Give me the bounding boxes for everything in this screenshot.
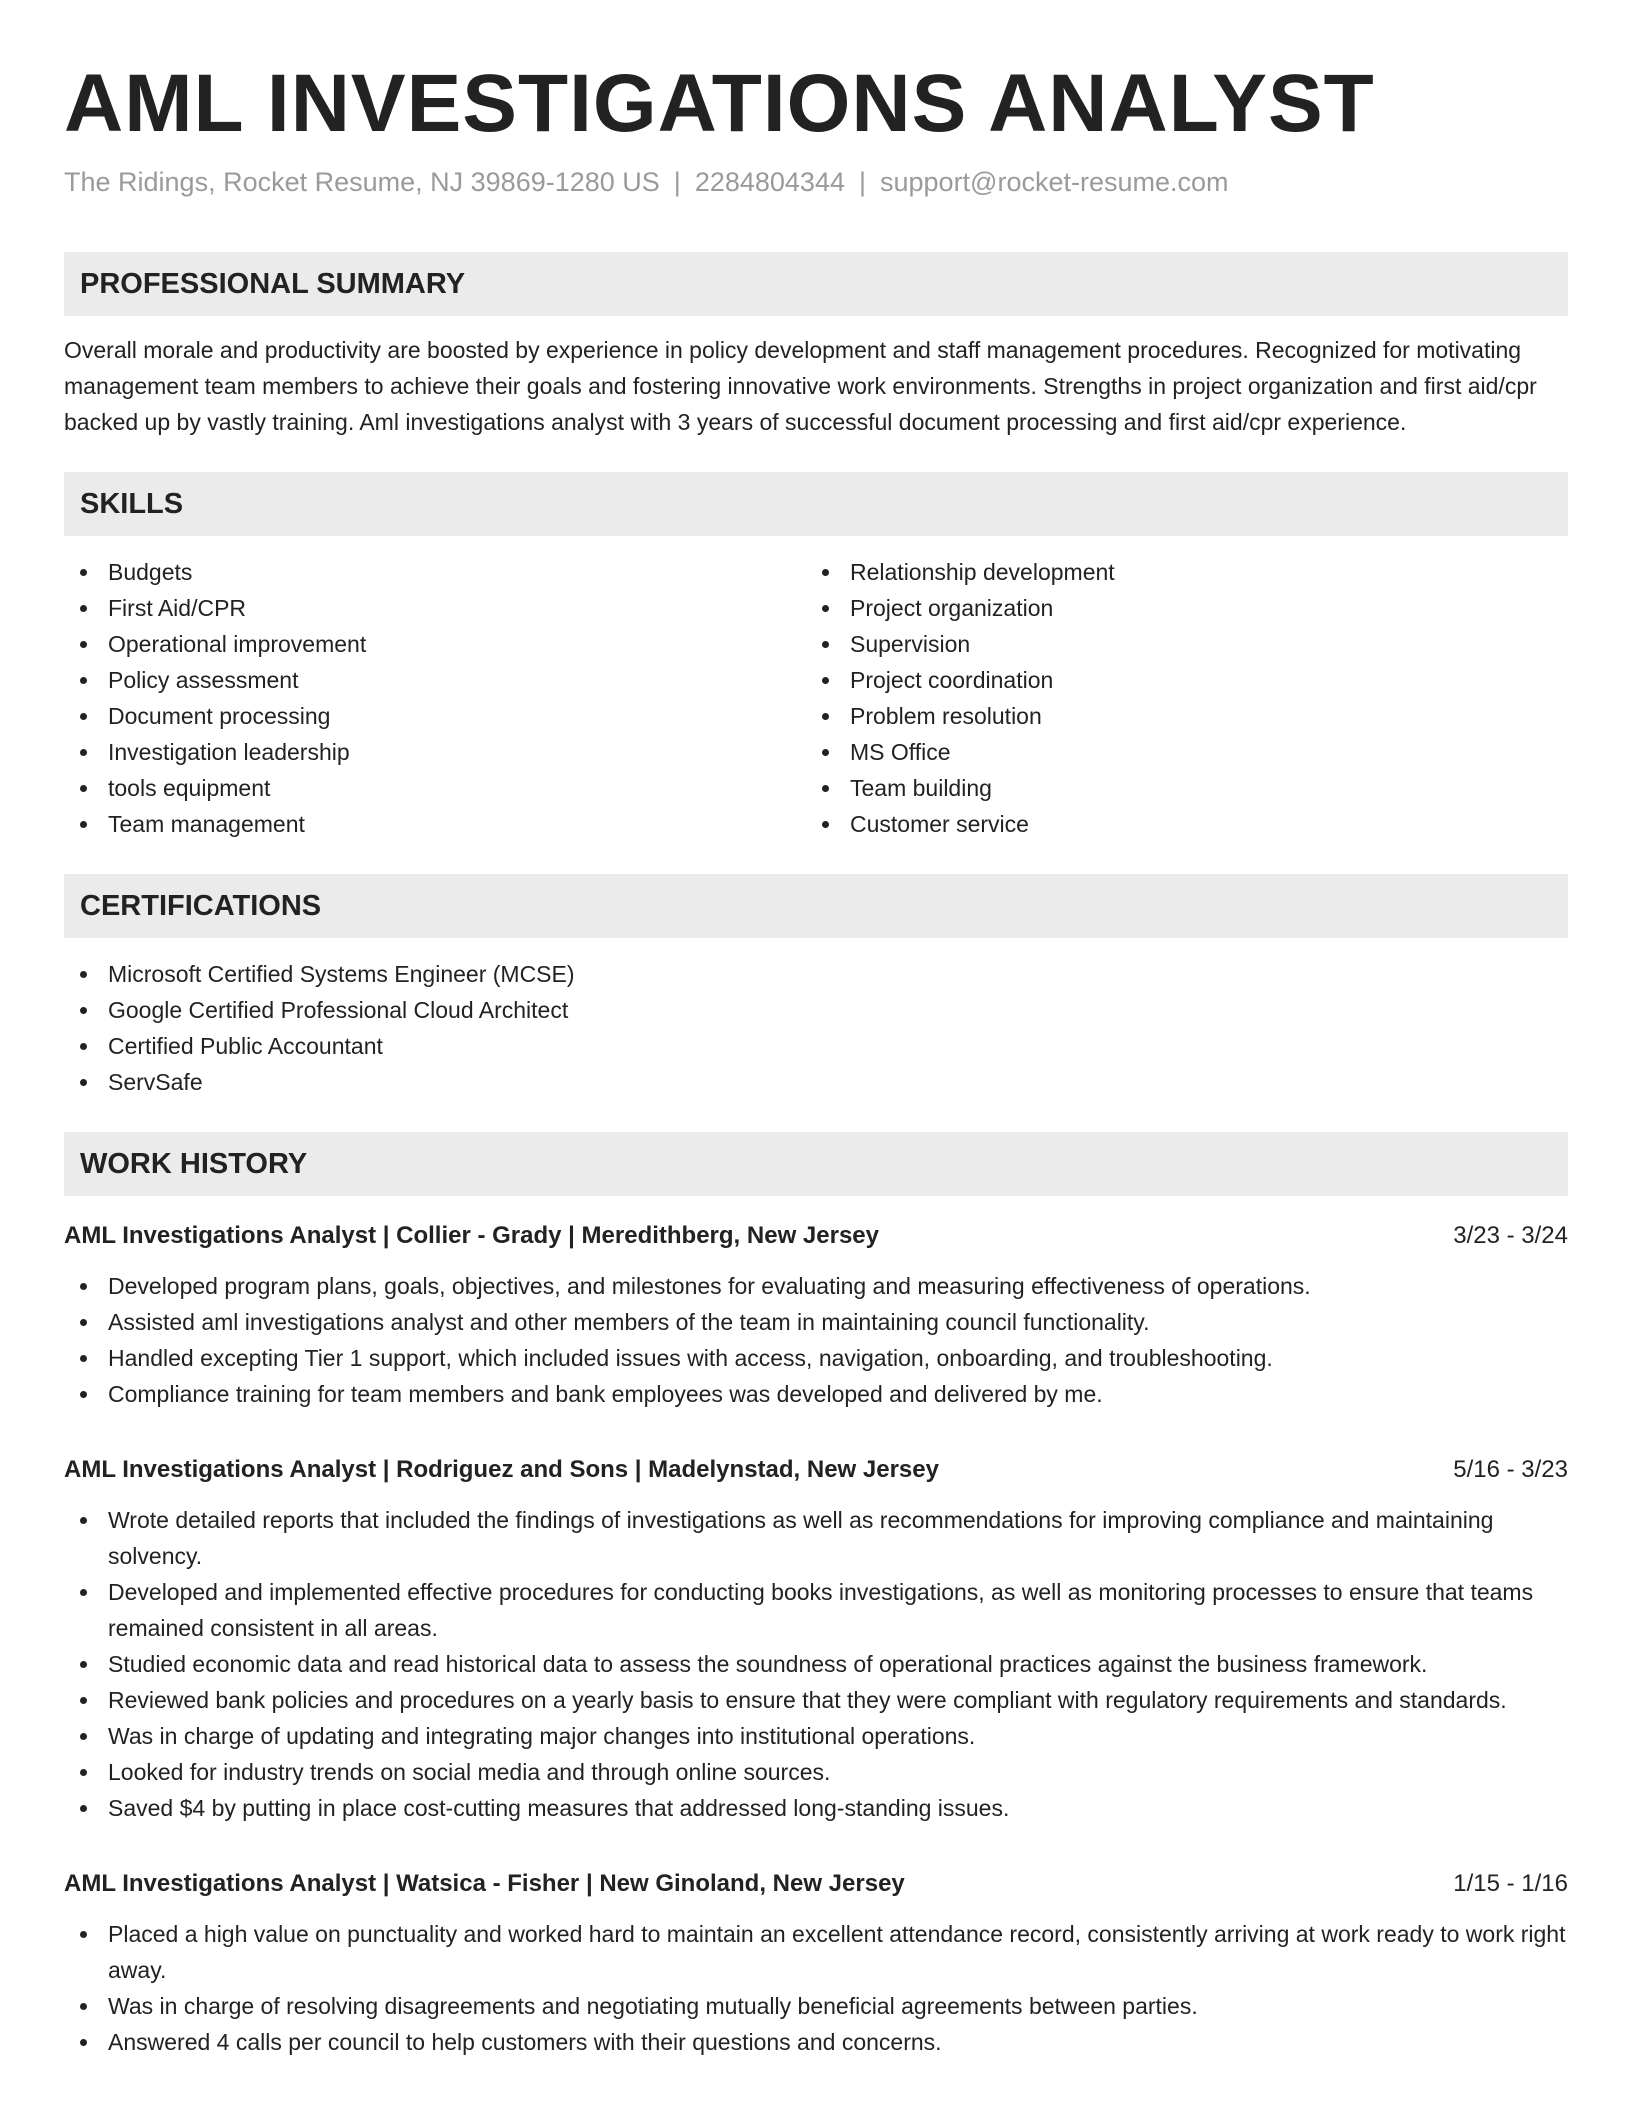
job-bullet: Answered 4 calls per council to help customers with their questions and concerns. [64,2024,1568,2060]
contact-phone: 2284804344 [694,167,845,197]
skill-item: Investigation leadership [64,734,806,770]
job-header [64,1218,1568,1254]
job-bullets [64,1916,1568,2060]
contact-line [64,164,1568,200]
job-bullet: Handled excepting Tier 1 support, which included issues with access, navigation, onboarding, and troubleshooting. [64,1340,1568,1376]
job-header [64,1866,1568,1902]
job-bullet: Developed program plans, goals, objectives, and milestones for evaluating and measuring effectiveness of operations. [64,1268,1568,1304]
contact-address: The Ridings, Rocket Resume, NJ 39869-1280 US [64,167,660,197]
contact-separator: | [673,167,681,197]
job-heading: AML Investigations Analyst | Collier - Grady | Meredithberg, New Jersey [64,1222,879,1249]
job-dates: 5/16 - 3/23 [1453,1456,1568,1483]
job-bullet: Studied economic data and read historical data to assess the soundness of operational practices against the business framework. [64,1646,1568,1682]
job-bullet: Reviewed bank policies and procedures on a yearly basis to ensure that they were compliant with regulatory requirements and standards. [64,1682,1568,1718]
job-bullet: Saved $4 by putting in place cost-cutting measures that addressed long-standing issues. [64,1790,1568,1826]
job-dates: 3/23 - 3/24 [1453,1222,1568,1249]
job-bullet: Developed and implemented effective procedures for conducting books investigations, as well as monitoring processes to ensure that teams remained consistent in all areas. [64,1574,1568,1646]
section-header-work-history: WORK HISTORY [64,1132,1568,1196]
job-heading: AML Investigations Analyst | Rodriguez and Sons | Madelynstad, New Jersey [64,1456,939,1483]
job-entry [64,1866,1568,2060]
job-bullet: Was in charge of resolving disagreements and negotiating mutually beneficial agreements between parties. [64,1988,1568,2024]
job-bullet: Looked for industry trends on social media and through online sources. [64,1754,1568,1790]
job-bullet: Compliance training for team members and bank employees was developed and delivered by me. [64,1376,1568,1412]
contact-separator: | [858,167,866,197]
skill-item: Policy assessment [64,662,806,698]
skill-item: Document processing [64,698,806,734]
contact-email: support@rocket-resume.com [880,167,1229,197]
job-entry [64,1218,1568,1412]
certification-item: Microsoft Certified Systems Engineer (MCSE) [64,956,1568,992]
job-bullet: Was in charge of updating and integrating major changes into institutional operations. [64,1718,1568,1754]
summary-text: Overall morale and productivity are boosted by experience in policy development and staff management procedures. Recognized for motivating management team members to achieve their goals and fostering innovative work environments. Strengths in project organization and first aid/cpr backed up by vastly training. Aml investigations analyst with 3 years of successful document processing and first aid/cpr experience. [64,337,1537,435]
section-header-skills: SKILLS [64,472,1568,536]
job-bullet: Wrote detailed reports that included the findings of investigations as well as recommendations for improving compliance and maintaining solvency. [64,1502,1568,1574]
skill-item: Relationship development [806,554,1548,590]
skill-item: tools equipment [64,770,806,806]
skill-item: Project coordination [806,662,1548,698]
skill-item: Supervision [806,626,1548,662]
job-heading: AML Investigations Analyst | Watsica - Fisher | New Ginoland, New Jersey [64,1870,905,1897]
job-dates: 1/15 - 1/16 [1453,1870,1568,1897]
skill-item: Operational improvement [64,626,806,662]
certifications-list [64,956,1568,1100]
certification-item: ServSafe [64,1064,1568,1100]
skills-list-left [64,554,806,842]
job-bullet: Assisted aml investigations analyst and other members of the team in maintaining council functionality. [64,1304,1568,1340]
job-header [64,1452,1568,1488]
skill-item: Customer service [806,806,1548,842]
skills-list-right [806,554,1548,842]
job-bullet: Placed a high value on punctuality and worked hard to maintain an excellent attendance record, consistently arriving at work ready to work right away. [64,1916,1568,1988]
resume-title: AML INVESTIGATIONS ANALYST [64,58,1375,149]
skill-item: Team management [64,806,806,842]
skill-item: Team building [806,770,1548,806]
job-bullets [64,1268,1568,1412]
certification-item: Certified Public Accountant [64,1028,1568,1064]
skill-item: MS Office [806,734,1548,770]
skills-grid [64,554,1568,842]
skill-item: Problem resolution [806,698,1548,734]
certification-item: Google Certified Professional Cloud Architect [64,992,1568,1028]
skill-item: First Aid/CPR [64,590,806,626]
skill-item: Budgets [64,554,806,590]
skill-item: Project organization [806,590,1548,626]
job-entry [64,1452,1568,1826]
job-bullets [64,1502,1568,1826]
section-header-certifications: CERTIFICATIONS [64,874,1568,938]
section-header-summary: PROFESSIONAL SUMMARY [64,252,1568,316]
